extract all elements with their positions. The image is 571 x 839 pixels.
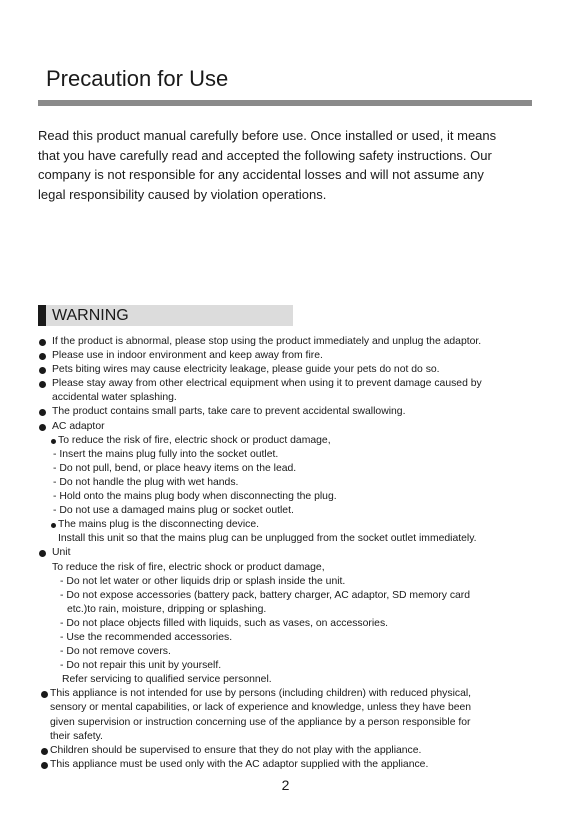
list-item-continued: accidental water splashing. xyxy=(52,392,177,404)
bullet-icon xyxy=(39,424,46,431)
warning-marker xyxy=(38,305,46,326)
list-item: If the product is abnormal, please stop using the product immediately and unplug the adaptor. xyxy=(38,335,532,349)
page-number: 2 xyxy=(281,777,290,793)
list-item: Pets biting wires may cause electricity leakage, please guide your pets do not do so. xyxy=(38,363,532,377)
list-item: Children should be supervised to ensure that they do not play with the appliance. xyxy=(38,744,532,758)
sub-item: Install this unit so that the mains plug can be unplugged from the socket outlet immediately. xyxy=(58,533,477,545)
bullet-icon xyxy=(39,339,46,346)
sub-item: The mains plug is the disconnecting device. xyxy=(38,518,532,532)
sub-item: Refer servicing to qualified service personnel. xyxy=(62,674,272,686)
intro-line: Read this product manual carefully before use. Once installed or used, it means xyxy=(38,128,497,143)
intro-line: that you have carefully read and accepted the following safety instructions. Our xyxy=(38,147,492,163)
bullet-icon xyxy=(39,381,46,388)
sub-item: - Do not let water or other liquids drip or splash inside the unit. xyxy=(60,575,346,587)
sub-item: - Insert the mains plug fully into the socket outlet. xyxy=(53,448,279,460)
bullet-icon xyxy=(41,748,48,755)
sub-item: - Do not remove covers. xyxy=(60,646,171,658)
intro-line: company is not responsible for any accidental losses and will not assume any xyxy=(38,167,484,183)
list-item: Please stay away from other electrical equipment when using it to prevent damage caused by xyxy=(38,377,532,391)
list-item: AC adaptor xyxy=(38,420,532,434)
bullet-icon xyxy=(41,762,48,769)
list-item-continued: their safety. xyxy=(50,730,103,742)
sub-item: - Do not repair this unit by yourself. xyxy=(60,660,222,672)
list-item: Please use in indoor environment and keep away from fire. xyxy=(38,349,532,363)
sub-item: To reduce the risk of fire, electric shock or product damage, xyxy=(38,434,532,448)
sub-item: - Do not pull, bend, or place heavy items on the lead. xyxy=(53,462,297,474)
list-item: This appliance must be used only with the AC adaptor supplied with the appliance. xyxy=(38,758,532,772)
sub-item: - Do not use a damaged mains plug or socket outlet. xyxy=(53,505,294,517)
intro-paragraph xyxy=(38,126,530,205)
title-rule xyxy=(38,100,532,106)
sub-item: To reduce the risk of fire, electric shock or product damage, xyxy=(52,561,325,573)
bullet-icon xyxy=(39,367,46,374)
small-bullet-icon xyxy=(51,523,56,528)
warning-list xyxy=(38,335,532,772)
list-item: Unit xyxy=(38,546,532,560)
sub-item: - Do not place objects filled with liquids, such as vases, on accessories. xyxy=(60,617,389,629)
sub-item: - Use the recommended accessories. xyxy=(60,631,233,643)
bullet-icon xyxy=(39,353,46,360)
warning-heading xyxy=(38,305,293,326)
bullet-icon xyxy=(39,550,46,557)
bullet-icon xyxy=(41,691,48,698)
list-item: This appliance is not intended for use by persons (including children) with reduced physical, xyxy=(38,687,532,701)
sub-item-continued: etc.)to rain, moisture, dripping or splashing. xyxy=(67,603,267,615)
bullet-icon xyxy=(39,409,46,416)
small-bullet-icon xyxy=(51,439,56,444)
sub-item: - Hold onto the mains plug body when disconnecting the plug. xyxy=(53,491,337,503)
list-item: The product contains small parts, take care to prevent accidental swallowing. xyxy=(38,405,532,419)
list-item-continued: sensory or mental capabilities, or lack of experience and knowledge, unless they have been xyxy=(50,702,472,714)
list-item-continued: given supervision or instruction concerning use of the appliance by a person responsible for xyxy=(50,716,471,728)
warning-label: WARNING xyxy=(52,307,129,324)
intro-line: legal responsibility caused by violation operations. xyxy=(38,187,327,203)
sub-item: - Do not expose accessories (battery pack, battery charger, AC adaptor, SD memory card xyxy=(60,589,471,601)
page-title: Precaution for Use xyxy=(46,66,229,91)
sub-item: - Do not handle the plug with wet hands. xyxy=(53,476,239,488)
